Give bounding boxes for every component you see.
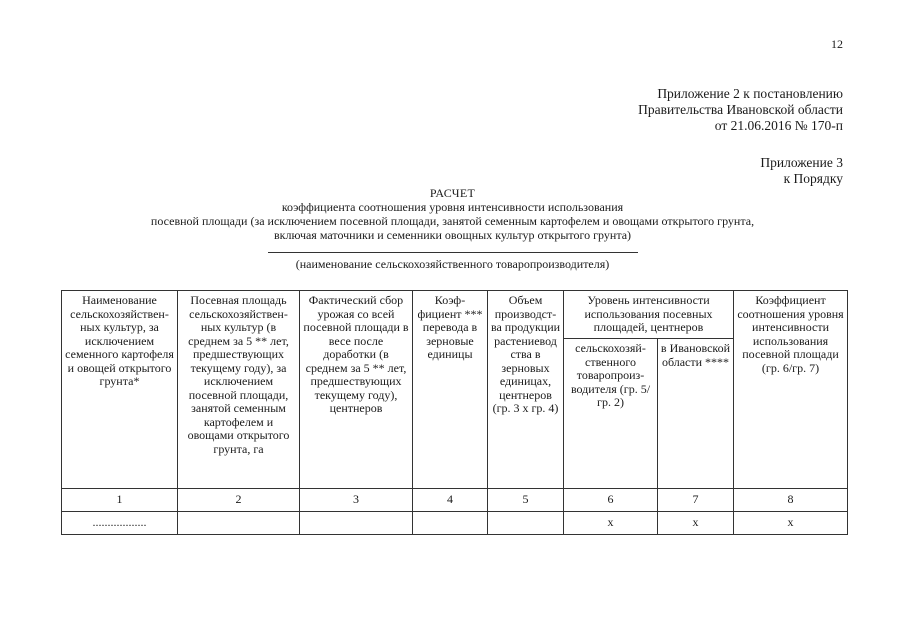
column-header: Уровень интенсивности использования посевных площадей, центнеров bbox=[564, 291, 734, 339]
appendix-sub-line: Приложение 3 bbox=[760, 155, 843, 170]
appendix-main-reference bbox=[638, 86, 843, 134]
column-header: Наименование сельскохозяйствен-ных культур, за исключением семенного картофеля и овощей открытого грунта* bbox=[62, 291, 178, 489]
column-number: 7 bbox=[658, 489, 734, 512]
appendix-main-line: Приложение 2 к постановлению bbox=[657, 86, 843, 101]
column-header: Коэф-фициент *** перевода в зерновые единицы bbox=[413, 291, 488, 489]
column-number: 5 bbox=[488, 489, 564, 512]
column-header: Посевная площадь сельскохозяйствен-ных культур (в среднем за 5 ** лет, предшествующих текущему году), за исключением посевной площади, занятой семенным картофелем и овощами открытого грунта, га bbox=[178, 291, 300, 489]
document-subtitle-line: коэффициента соотношения уровня интенсивности использования bbox=[281, 200, 624, 214]
calculation-table bbox=[61, 290, 848, 535]
column-number: 1 bbox=[62, 489, 178, 512]
column-number: 6 bbox=[564, 489, 658, 512]
appendix-main-line: Правительства Ивановской области bbox=[638, 102, 843, 117]
column-header: Объем производст-ва продукции растениевод ства в зерновых единицах, центнеров (гр. 3 х гр. 4) bbox=[488, 291, 564, 489]
subcolumn-header: в Ивановской области **** bbox=[658, 339, 734, 489]
document-subtitle-line: включая маточники и семенники овощных культур открытого грунта) bbox=[273, 228, 632, 242]
table-cell bbox=[178, 512, 300, 535]
subcolumn-header: сельскохозяй-ственного товаропроиз-водителя (гр. 5/гр. 2) bbox=[564, 339, 658, 489]
column-number: 2 bbox=[178, 489, 300, 512]
table-cell bbox=[300, 512, 413, 535]
column-number-row bbox=[62, 489, 848, 512]
appendix-main-line: от 21.06.2016 № 170-п bbox=[714, 118, 843, 133]
column-header: Фактический сбор урожая со всей посевной площади в весе после доработки (в среднем за 5 ** лет, предшествующих текущему году), центнеров bbox=[300, 291, 413, 489]
table-row bbox=[62, 512, 848, 535]
table-cell: .................. bbox=[62, 512, 178, 535]
page-number: 12 bbox=[831, 37, 843, 51]
producer-name-field bbox=[0, 252, 905, 272]
producer-name-caption: (наименование сельскохозяйственного товаропроизводителя) bbox=[295, 257, 610, 271]
column-number: 8 bbox=[734, 489, 848, 512]
table-cell: x bbox=[564, 512, 658, 535]
document-heading bbox=[0, 186, 905, 242]
table-cell: x bbox=[658, 512, 734, 535]
producer-name-underline bbox=[268, 252, 638, 253]
table-cell bbox=[413, 512, 488, 535]
column-number: 3 bbox=[300, 489, 413, 512]
column-number: 4 bbox=[413, 489, 488, 512]
column-header: Коэффициент соотношения уровня интенсивности использования посевной площади (гр. 6/гр. 7) bbox=[734, 291, 848, 489]
appendix-sub-line: к Порядку bbox=[783, 171, 843, 186]
table-cell bbox=[488, 512, 564, 535]
document-subtitle-line: посевной площади (за исключением посевной площади, занятой семенным картофелем и овощами открытого грунта, bbox=[150, 214, 755, 228]
document-title: РАСЧЕТ bbox=[429, 186, 476, 200]
table-header-row bbox=[62, 291, 848, 339]
appendix-sub-reference bbox=[760, 155, 843, 187]
table-cell: x bbox=[734, 512, 848, 535]
